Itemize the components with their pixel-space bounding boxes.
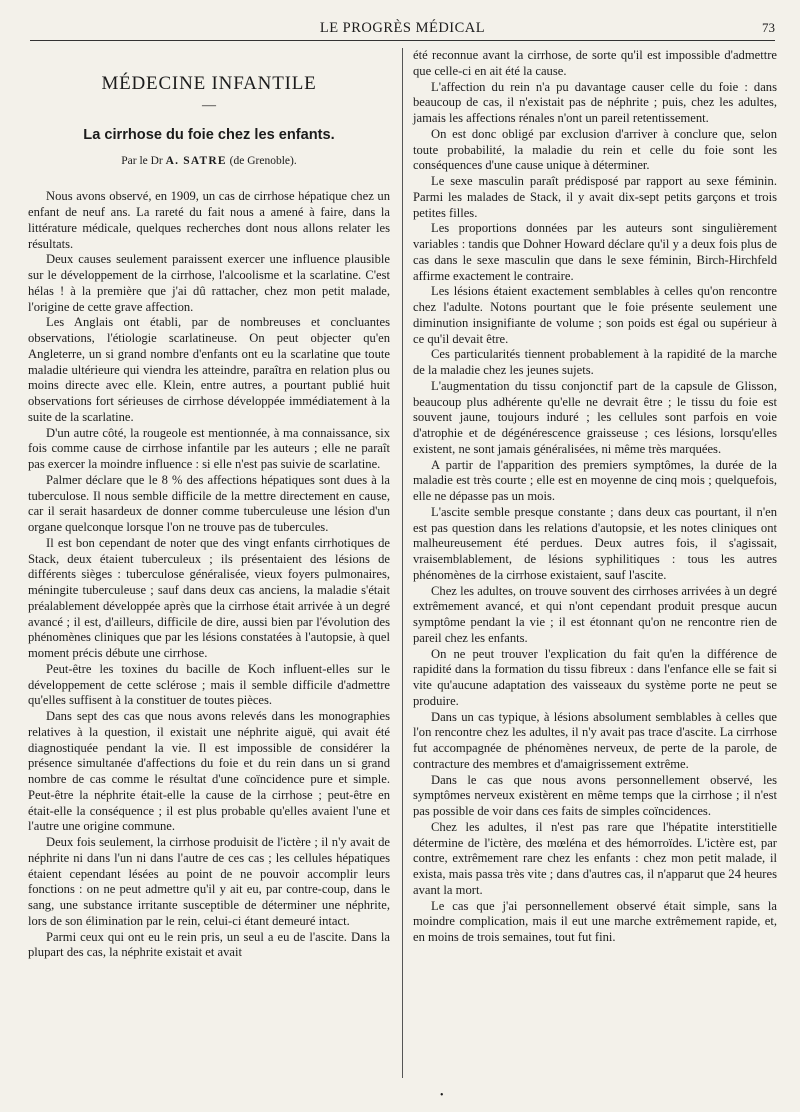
paragraph: Chez les adultes, on trouve souvent des cirrhoses arrivées à un degré extrêmement avancé, et qui n'ont cependant produit presque aucun symptôme pendant la vie ; il est étonnant qu'on ne rencontre rien de pareil chez les enfants. [413,583,777,645]
page-number: 73 [762,20,775,35]
right-column [413,48,777,946]
paragraph: On est donc obligé par exclusion d'arriver à conclure que, selon toute probabilité, la maladie du rein et celle du foie sont les conséquences d'une cause unique à déterminer. [413,126,777,173]
running-title: LE PROGRÈS MÉDICAL [319,20,486,36]
article-title: La cirrhose du foie chez les enfants. [83,126,335,143]
paragraph: L'ascite semble presque constante ; dans deux cas pourtant, il n'en est pas question dans les relations d'autopsie, et les notes cliniques ont malheureusement été perdues. Deux autres fois, il s'agissait, vraisemblablement, de lésions syphilitiques : tous les autres phénomènes de la cirrhose existaient, sauf l'ascite. [413,504,777,582]
paragraph: Chez les adultes, il n'est pas rare que l'hépatite interstitielle détermine de l'ictère, des mœléna et des hémorroïdes. L'ictère est, par contre, extrêmement rare chez les enfants : chez mon petit malade, il exista, mais passa très vite ; dans d'autres cas, il n'apparut que 24 heures avant la mort. [413,819,777,897]
author-affiliation: (de Grenoble). [229,154,297,167]
paragraph: Deux fois seulement, la cirrhose produisit de l'ictère ; il n'y avait de néphrite ni dans l'un ni dans l'autre de ces cas ; les cellules hépatiques étaient cependant lésées au point de ne pouvoir accomplir leurs fonctions : on ne peut admettre qu'il y ait eu, par contre-coup, dans le sang, une substance irritante susceptible de déterminer une néphrite, lors de son élimination par le rein, celui-ci étant demeuré intact. [28,835,390,928]
paragraph: Dans sept des cas que nous avons relevés dans les monographies relatives à la question, il existait une néphrite aiguë, qui avait été diagnostiquée pendant la vie. Il est impossible de considérer la présence simultanée d'affections du foie et du rein dans un si grand nombre de cas comme le résultat d'une coïncidence pure et simple. Peut-être la néphrite était-elle la cause de la cirrhose ; peut-être en était-elle la conséquence ; il est plus probable qu'elles avaient l'une et l'autre une origine commune. [28,709,390,834]
paragraph: Les lésions étaient exactement semblables à celles qu'on rencontre chez l'adulte. Notons pourtant que le foie présente seulement une diminution insignifiante de volume ; son poids est égal ou supérieur à ce qu'il devait être. [413,284,777,346]
paragraph: Parmi ceux qui ont eu le rein pris, un seul a eu de l'ascite. Dans la plupart des cas, la néphrite existait et avait [28,929,390,960]
paragraph: D'un autre côté, la rougeole est mentionnée, à ma connaissance, six fois comme cause de cirrhose infantile par les auteurs ; elle ne paraît pas exercer la moindre influence : si elle n'est pas suivie de scarlatine. [28,425,390,471]
footer-mark: • [440,1090,444,1101]
paragraph: Dans le cas que nous avons personnellement observé, les symptômes nerveux existèrent en même temps que la cirrhose ; il n'est pas possible de voir dans ces faits de simples coïncidences. [413,772,777,818]
left-column [28,48,390,961]
page-header [30,18,775,41]
section-dash: — [202,97,216,113]
paragraph: Ces particularités tiennent probablement à la rapidité de la marche de la maladie chez les jeunes sujets. [413,347,777,377]
section-title: MÉDECINE INFANTILE [101,73,317,94]
paragraph: Deux causes seulement paraissent exercer une influence plausible sur le développement de la cirrhose, l'alcoolisme et la scarlatine. C'est hélas ! à la première que j'ai dû rattacher, chez mon petit malade, l'origine de cette grave affection. [28,252,390,314]
paragraph: Les Anglais ont établi, par de nombreuses et concluantes observations, l'étiologie scarlatineuse. On peut objecter qu'en Angleterre, un si grand nombre d'enfants ont eu la scarlatine que toute maladie ultérieure qui viendra les atteindre, paraîtra en relation plus ou moins directe avec elle. Klein, entre autres, a pourtant publié huit observations fort sérieuses de cirrhose développée immédiatement à la suite de la scarlatine. [28,315,390,424]
paragraph: L'affection du rein n'a pu davantage causer celle du foie : dans beaucoup de cas, il n'existait pas de néphrite ; puis, chez les adultes, jamais les affections rénales n'ont un pareil retentissement. [413,79,777,125]
paragraph: Palmer déclare que le 8 % des affections hépatiques sont dues à la tuberculose. Il nous semble difficile de la mettre directement en cause, car il serait hasardeux de donner comme tuberculeuse une lésion d'un organe quelconque lorsque l'on ne trouve pas de tubercules. [28,472,390,534]
paragraph: On ne peut trouver l'explication du fait qu'en la différence de rapidité dans la formation du tissu fibreux : dans l'enfance elle se fait si vite qu'aucune adaptation des vaisseaux du système porte ne peut se produire. [413,646,777,708]
byline [28,154,390,170]
byline-prefix: Par le Dr [121,154,163,167]
author-name: A. SATRE [165,154,227,167]
paragraph: Dans un cas typique, à lésions absolument semblables à celles que l'on rencontre chez les adultes, il n'y avait pas trace d'ascite. La cirrhose fut accompagnée de phénomènes nerveux, de perte de la parole, de contracture des membres et d'amaigrissement extrême. [413,709,777,771]
paragraph: Peut-être les toxines du bacille de Koch influent-elles sur le développement de cette sclérose ; mais il semble difficile d'admettre qu'elles suffisent à la constituer de toutes pièces. [28,661,390,708]
paragraph: A partir de l'apparition des premiers symptômes, la durée de la maladie est très courte ; elle est en moyenne de cinq mois ; quelquefois, elle ne dépasse pas un mois. [413,457,777,503]
paragraph: Nous avons observé, en 1909, un cas de cirrhose hépatique chez un enfant de neuf ans. La rareté du fait nous a amené à faire, dans la littérature médicale, quelques recherches dont nous allons relater les résultats. [28,189,390,251]
paragraph: été reconnue avant la cirrhose, de sorte qu'il est impossible d'admettre que celle-ci en ait été la cause. [413,48,777,78]
paragraph: Le sexe masculin paraît prédisposé par rapport au sexe féminin. Parmi les malades de Stack, il y avait dix-sept petits garçons et trois petites filles. [413,174,777,220]
paragraph: L'augmentation du tissu conjonctif part de la capsule de Glisson, beaucoup plus adhérente qu'elle ne devrait être ; le tissu du foie est souvent jaune, toujours induré ; les cellules sont parfois en voie d'atrophie et de dégénérescence graisseuse ; ces lésions, lorsqu'elles existent, ne sont jamais généralisées, ni même très marquées. [413,378,777,456]
column-divider [402,48,403,1078]
paragraph: Il est bon cependant de noter que des vingt enfants cirrhotiques de Stack, deux étaient tuberculeux ; ils présentaient des lésions de différents sièges : tuberculose généralisée, vieux foyers pulmonaires, méningite tuberculeuse ; sauf dans deux cas anciens, la maladie s'était préalablement développée après que la cirrhose était arrivée à un degré avancé ; il est, d'ailleurs, difficile de dire, aussi bien par l'évolution des phénomènes cliniques que par les lésions constatées à l'autopsie, à quel moment précis débute une cirrhose. [28,535,390,660]
paragraph: Le cas que j'ai personnellement observé était simple, sans la moindre complication, mais il eut une marche extrêmement rapide, et, en moins de trois semaines, tout fut fini. [413,898,777,944]
paragraph: Les proportions données par les auteurs sont singulièrement variables : tandis que Dohner Howard déclare qu'il y a deux fois plus de cas dans le sexe masculin que dans le sexe féminin, Birch-Hirchfeld affirme exactement le contraire. [413,221,777,283]
